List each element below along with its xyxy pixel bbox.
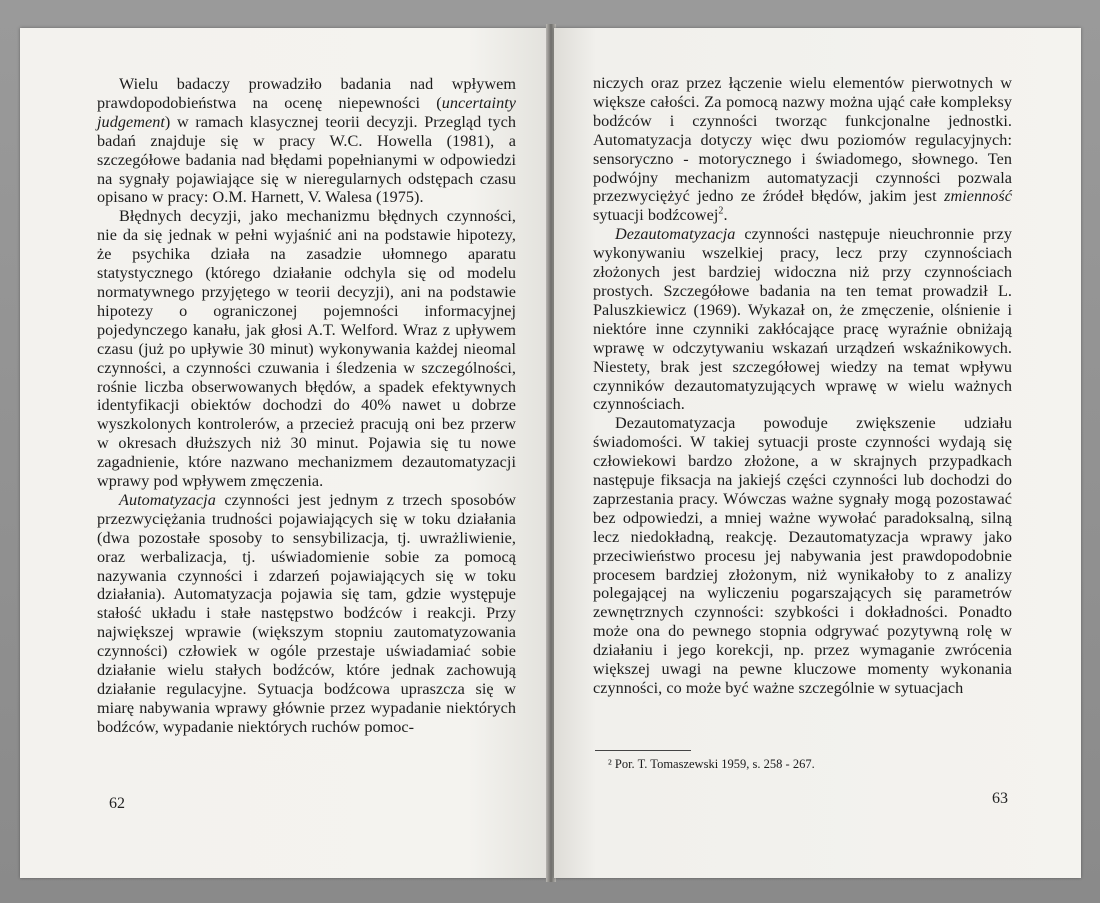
emphasis-term: uncertainty judgement <box>97 93 516 131</box>
paragraph: Wielu badaczy prowadziło badania nad wpływem prawdopodobieństwa na ocenę niepewności (uncertainty judgement) w ramach klasycznej teorii decyzji. Przegląd tych badań znajduje się w pracy W.C. Howella (1981), a szczegółowe badania nad błędami popełnianymi w odpowiedzi na sygnały pojawiające się w nieregularnych odstępach czasu opisano w pracy: O.M. Harnett, V. Walesa (1975). <box>97 75 516 207</box>
paragraph: Dezautomatyzacja czynności następuje nieuchronnie przy wykonywaniu wszelkiej pracy, lecz przy czynnościach złożonych jest bardziej widoczna niż przy czynnościach prostych. Szczegółowe badania na ten temat prowadził L. Paluszkiewicz (1969). Wykazał on, że zmęczenie, olśnienie i niektóre inne czynniki zakłócające pracę wyraźnie obniżają wprawę w odczytywaniu wskazań urządzeń wskaźnikowych. Niestety, brak jest szczegółowej wiedzy na temat wpływu czynników dezautomatyzujących wprawę w wielu ważnych czynnościach. <box>593 225 1012 414</box>
paragraph: Automatyzacja czynności jest jednym z trzech sposobów przezwyciężania trudności pojawiających się w toku działania (dwa pozostałe sposoby to sensybilizacja, tj. uwrażliwienie, oraz werbalizacja, tj. uświadomienie sobie za pomocą nazywania czynności i zdarzeń pojawiających się w toku działania). Automatyzacja pojawia się tam, gdzie występuje stałość układu i stałe następstwo bodźców i reakcji. Przy największej wprawie (większym stopniu zautomatyzowania czynności) człowiek w ogóle przestaje uświadamiać sobie działanie wielu stałych bodźców, które jednak zachowują działanie regulacyjne. Sytuacja bodźcowa upraszcza się w miarę nabywania wprawy głównie przez wypadanie niektórych bodźców, wypadanie niektórych ruchów pomoc- <box>97 490 516 736</box>
footnote-divider <box>595 750 691 751</box>
paragraph: niczych oraz przez łączenie wielu elementów pierwotnych w większe całości. Za pomocą nazwy można ująć całe kompleksy bodźców i czynności tworząc funkcjonalne jednostki. Automatyzacja dotyczy więc dwu poziomów regulacyjnych: sensoryczno - motorycznego i świadomego, słownego. Ten podwójny mechanizm automatyzacji czynności pozwala przezwyciężyć jedno ze źródeł błędów, jakim jest zmienność sytuacji bodźcowej$^2$. <box>593 74 1012 225</box>
left-page-text <box>97 75 516 737</box>
emphasis-term: Automatyzacja <box>119 490 216 509</box>
right-page-text <box>593 74 1012 698</box>
footnote-marker: 2 <box>718 205 724 217</box>
paragraph: Dezautomatyzacja powoduje zwiększenie udziału świadomości. W takiej sytuacji proste czynności wydają się człowiekowi bardzo złożone, a w skrajnych przypadkach następuje fiksacja na jakiejś części czynności lub dochodzi do zaprzestania pracy. Wówczas ważne sygnały mogą pozostawać bez odpowiedzi, a mniej ważne wywołać paradoksalną, silną lecz niedokładną, reakcję. Dezautomatyzacja wprawy jako przeciwieństwo procesu jej nabywania jest prawdopodobnie procesem bardziej złożonym, niż wynikałoby to z analizy polegającej na wyliczeniu pogarszających się parametrów zewnętrznych czynności: szybkości i dokładności. Ponadto może ona do pewnego stopnia odgrywać pozytywną rolę w działaniu i jego korekcji, np. przez wymaganie zwrócenia większej uwagi na pewne kluczowe momenty wykonania czynności, co może być ważne szczególnie w sytuacjach <box>593 414 1012 697</box>
emphasis-term: Dezautomatyzacja <box>615 225 736 244</box>
page-number: 63 <box>992 790 1008 807</box>
right-page <box>554 28 1081 878</box>
page-number: 62 <box>109 795 125 812</box>
emphasis-term: zmienność <box>944 187 1012 206</box>
footnote: ² Por. T. Tomaszewski 1959, s. 258 - 267. <box>608 757 815 771</box>
left-page <box>20 28 548 878</box>
paragraph: Błędnych decyzji, jako mechanizmu błędnych czynności, nie da się jednak w pełni wyjaśnić ani na podstawie hipotezy, że psychika działa na zasadzie ułomnego aparatu statystycznego (którego działanie odchyla się od modelu normatywnego przyjętego w teorii decyzji), ani na podstawie hipotezy o ograniczonej pojemności informacyjnej pojedynczego kanału, jak głosi A.T. Welford. Wraz z upływem czasu (już po upływie 30 minut) wykonywania każdej nieomal czynności, a czynności czuwania i śledzenia w szczególności, rośnie liczba obserwowanych błędów, a spadek efektywnych identyfikacji obiektów dochodzi do 40% nawet u dobrze wyszkolonych kontrolerów, a przecież pracują oni bez przerw w okresach dłuższych niż 30 minut. Pojawia się tu nowe zagadnienie, które nazwano mechanizmem dezautomatyzacji wprawy pod wpływem zmęczenia. <box>97 207 516 491</box>
